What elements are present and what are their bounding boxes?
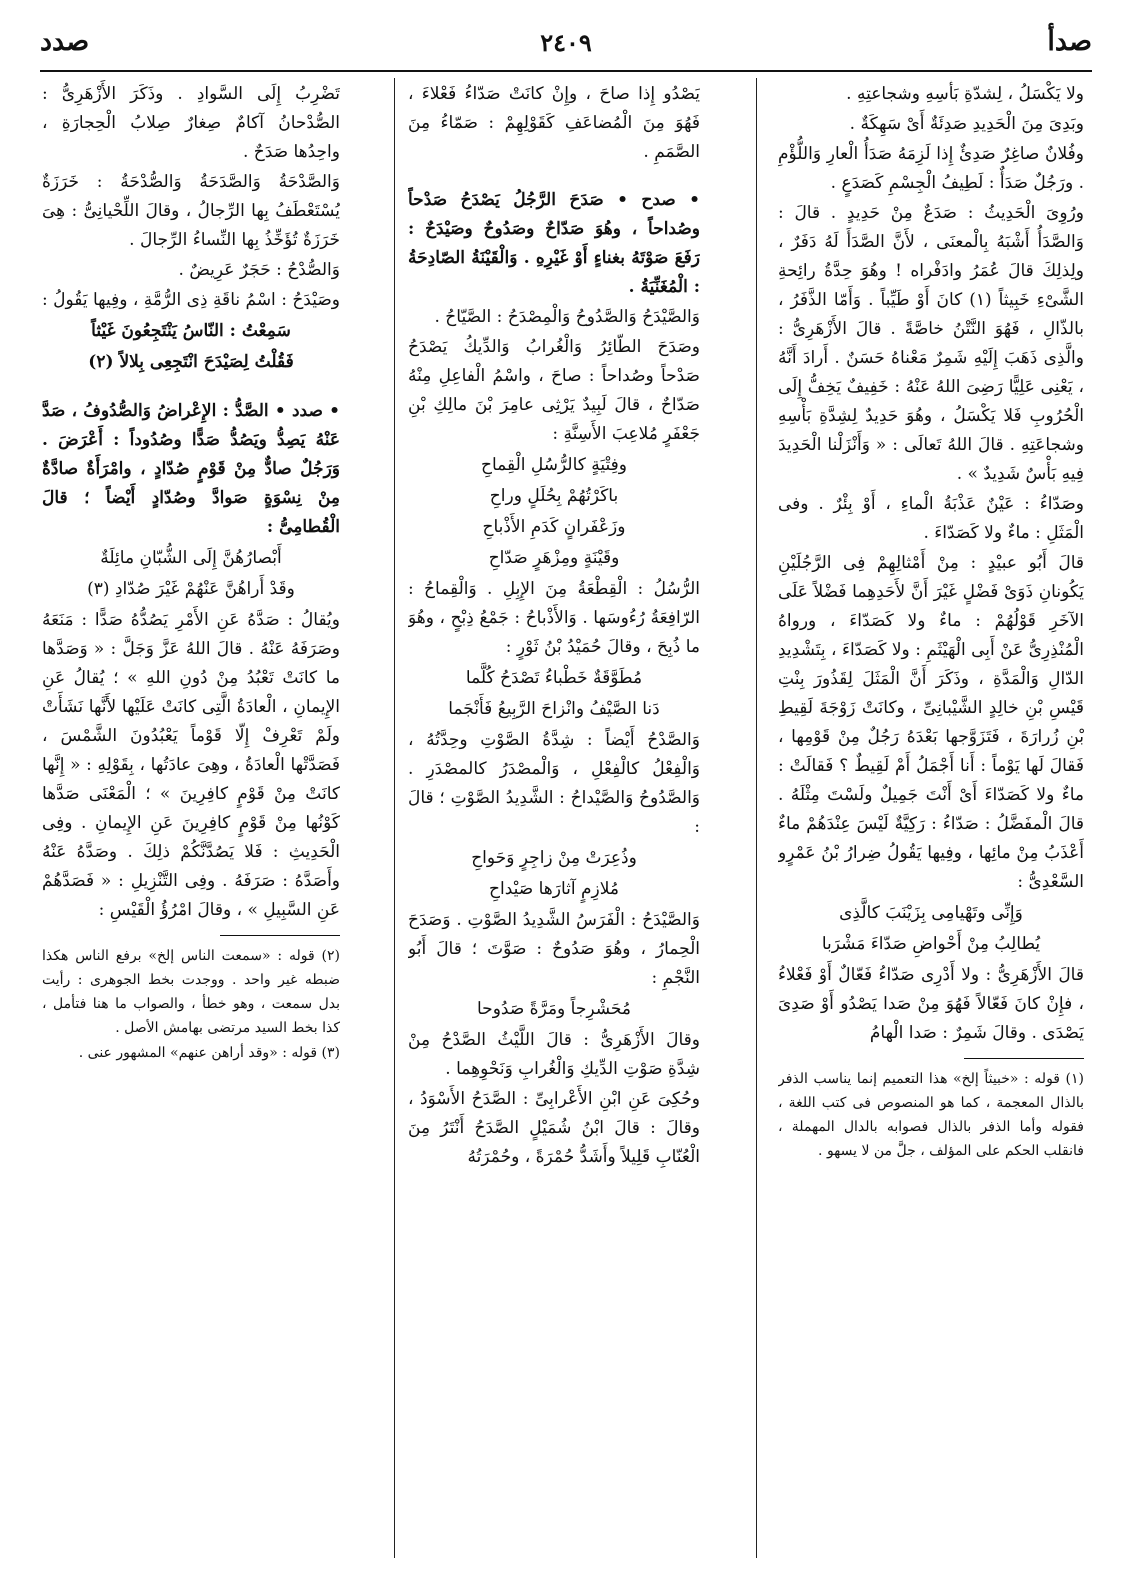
column-middle: [408, 80, 700, 1550]
paragraph: ولا يَكْسَلُ ، لِشدّةِ بَأْسِهِ وشجاعتِهِ .: [846, 84, 1084, 104]
paragraph: وصَيْدَحُ : اسْمُ ناقَةِ ذِى الرُّمَّةِ ، وفِيها يَقُولُ :: [42, 290, 340, 310]
paragraph: الرُّسُلُ : الْقِطْعَةُ مِنَ الإِبِلِ . وَالْقِماحُ : الرّافِعَةُ رُءُوسَها . وَالأَذْباحُ : جَمْعُ ذِبْحٍ ، وهُوَ ما ذُبِحَ ، وقالَ حُمَيْدُ بْنُ ثَوْرٍ :: [408, 579, 700, 657]
entry-gap: [408, 168, 700, 186]
verse-line: سَمِعْتُ : النّاسُ يَنْتَجِعُونَ غَيْثاً: [91, 321, 291, 341]
verse-line: وقَدْ أَراهُنَّ عَنْهُمْ غَيْرَ صُدّادِ (٣): [87, 579, 295, 599]
column-divider: [394, 78, 395, 1558]
entry-gap: [42, 379, 340, 397]
footnote-rule: [964, 1058, 1084, 1059]
paragraph: قالَ أَبُو عبيْدٍ : مِنْ أَمْثالِهِمْ فِى الرَّجُلَيْنِ يَكُونانِ ذَوَىْ فَضْلٍ غَيْرَ أَنَّ لأَحَدِهِما فَضْلاً عَلَى الآخَرِ قَوْلُهُمْ : ماءٌ ولا كَصَدّاءَ ، ورواهُ الْمُنْذِرِىُّ عَنْ أَبِى الْهَيْثَمِ : ولا كَصَدّاءَ ، بِتَشْدِيدِ الدّالِ وَالْمَدَّةِ ، وذَكَرَ أَنَّ الْمَثَلَ لِقَذُورَ بِنْتِ قَيْسِ بْنِ خالِدٍ الشَّيْبانِىِّ ، وكانَتْ زَوْجَةَ لَقِيطِ بْنِ زُرارَةَ ، فَتَزَوَّجها بَعْدَهُ رَجُلٌ مِنْ قَوْمِها ، فَقالَ لَها يَوْماً : أَنا أَجْمَلُ أَمْ لَقِيطٌ ؟ فَقالَتْ : ماءٌ ولا كَصَدّاءَ أَىْ أَنْتَ جَمِيلٌ ولَسْتَ مِثْلَهُ . قالَ الْمفَضَّلُ : صَدّاءُ : رَكِيَّةٌ لَيْسَ عِنْدَهُمْ ماءٌ أَعْذَبُ مِنْ مائِها ، وفِيها يَقُولُ ضِرارُ بْنُ عَمْرٍو السَّعْدِىُّ :: [778, 553, 1084, 892]
footnote-rule: [220, 935, 340, 936]
verse-line: مُطَوَّقَةٌ خَطْباءُ تَصْدَحُ كُلَّما: [465, 668, 643, 688]
verse-line: فَقُلْتُ لِصَيْدَحَ انْتَجِعِى بِلالاً (٢): [88, 352, 294, 372]
left-running-headword: صدد: [40, 26, 90, 57]
verse-line: دَنا الصَّيْفُ وانْزاحَ الرَّبِيعُ فَأَنْجَما: [448, 699, 660, 719]
paragraph: وحُكِىَ عَنِ ابْنِ الأَعْرابِىِّ : الصَّدَحُ الأَسْوَدُ ، وقالَ : قالَ ابْنُ شُمَيْلٍ الصَّدَحُ أَنْتَرُ مِنَ الْعُنّابِ قَلِيلاً وأَشَدُّ حُمْرَةً ، وحُمْرَتُهُ: [408, 1089, 700, 1167]
verse-line: أَبْصارُهُنَّ إِلَى الشُّبّانِ مائِلَةٌ: [100, 548, 282, 568]
verse-line: وفِتْيَةٍ كالرُّسُلِ الْقِماحِ: [481, 455, 627, 475]
paragraph: وَالصَّدْحُ أَيْضاً : شِدَّةُ الصَّوْتِ وحِدَّتُهُ ، وَالْفِعْلُ كالْفِعْلِ ، وَالْمصْدَرُ كالمصْدَرِ . وَالصَّدُوحُ وَالصَّيْداحُ : الشَّدِيدُ الصَّوْتِ ؛ قالَ :: [408, 730, 700, 837]
verse-line: وذُعِرَتْ مِنْ زاجِرٍ وَحَواحِ: [471, 848, 637, 868]
footnotes: [42, 944, 340, 1065]
paragraph: وَالصَّيْدَحُ وَالصَّدُوحُ وَالْمِصْدَحُ : الصَّيّاحُ .: [434, 307, 700, 327]
paragraph: تَضْرِبُ إِلَى السَّوادِ . وذَكَرَ الأَزْهَرِىُّ : الصُّدْحانُ آكامٌ صِغارٌ صِلابُ الْحِجارَةِ ، واحِدُها صَدَحٌ .: [42, 84, 340, 162]
entry-sadaha: • صدح • صَدَحَ الرَّجُلُ يَصْدَحُ صَدْحاً وصُداحاً ، وهُوَ صَدّاحٌ وصَدُوحٌ وصَيْدَحٌ : رَفَعَ صَوْتَهُ بغناءٍ أَوْ غَيْرِهِ . وَالْقَيْنَةُ الصّادِحَةُ : الْمُغَنِّيَةُ .: [408, 190, 700, 297]
paragraph: قالَ الأَزْهَرِىُّ : ولا أَدْرِى صَدّاءُ فَعّالٌ أَوْ فَعْلاءُ ، فإِنْ كانَ فَعّالاً فَهُوَ مِنْ صَدا يَصْدُو أَوْ صَدِىَ يَصْدَى . وقالَ شَمِرٌ : صَدا الْهامُ: [778, 965, 1084, 1043]
column-left: [42, 80, 340, 1550]
paragraph: وَالصَّيْدَحُ : الْفَرَسُ الشَّدِيدُ الصَّوْتِ . وَصَدَحَ الْحِمارُ ، وهُوَ صَدُوحٌ : صَوَّتَ ؛ قالَ أَبُو النَّجْمِ :: [408, 910, 700, 988]
verse-line: يُطالِبُ مِنْ أَحْواضِ صَدّاءَ مَشْرَبا: [821, 934, 1041, 954]
paragraph: ويُقالُ : صَدَّهُ عَنِ الأَمْرِ يَصُدُّهُ صَدًّا : مَنَعَهُ وصَرَفَهُ عَنْهُ . قالَ اللهُ عَزَّ وَجَلَّ : « وَصَدَّها ما كانَتْ تَعْبُدُ مِنْ دُونِ اللهِ » ؛ يُقالُ عَنِ الإِيمانِ ، الْعادَةُ الَّتِى كانَتْ عَلَيْها لأَنَّها نَشَأَتْ ولَمْ تَعْرِفْ إِلّا قَوْماً يَعْبُدُونَ الشَّمْسَ ، فَصَدَّتْها الْعادَةُ ، وهِىَ عادَتُها ، بِقَوْلِهِ : « إِنَّها كانَتْ مِنْ قَوْمٍ كافِرِينَ » ؛ الْمَعْنَى صَدَّها كَوْنُها مِنْ قَوْمٍ كافِرِينَ عَنِ الإِيمانِ . وفِى الْحَدِيثِ : فَلا يَصُدَّنَّكُمْ ذلِكَ . وصَدَّهُ عَنْهُ وأَصَدَّهُ : صَرَفَهُ . وفِى التَّنْزِيلِ : « فَصَدَّهُمْ عَنِ السَّبِيلِ » ، وقالَ امْرُؤُ الْقَيْسِ :: [42, 610, 340, 920]
verse-line: باكَرْتُهُمْ بِحُلَلٍ وراحِ: [489, 486, 619, 506]
right-running-headword: صدأ: [1047, 26, 1092, 57]
verse-line: وزَعْفَرانٍ كَدَمِ الأَذْباحِ: [482, 517, 626, 537]
column-right: [778, 80, 1084, 1550]
verse-line: وَإِنِّى وتَهْيامِى بِزَيْنَبَ كالَّذِى: [839, 903, 1023, 923]
verse-line: مُلازِمٍ آثارَها صَيْداحِ: [489, 879, 619, 899]
verse-line: وقَيْنَةٍ ومِزْهَرٍ صَدّاحِ: [488, 548, 620, 568]
paragraph: وفُلانٌ صاغِرٌ صَدِئٌ إِذا لَزِمَهُ صَدَأُ الْعارِ وَاللُّؤْمِ . ورَجُلٌ صَدَأٌ : لَطِيفُ الْجِسْمِ كَصَدَعٍ .: [778, 144, 1084, 193]
paragraph: وبَدِىَ مِنَ الْحَدِيدِ صَدِئَةٌ أَىْ سَهِكَةٌ .: [849, 114, 1084, 134]
footnote: (١) قوله : «خبيثاً إلخ» هذا التعميم إنما يناسب الذفر بالذال المعجمة ، كما هو المنصوص فى كتب اللغة ، فقوله وأما الذفر بالذال فصوابه بالدال المهملة ، فانقلب الحكم على المؤلف ، جلَّ من لا يسهو .: [778, 1071, 1084, 1159]
page-header: [40, 18, 1092, 72]
paragraph: وَالصُّدْحُ : حَجَرٌ عَرِيضٌ .: [178, 260, 340, 280]
paragraph: ورُوِىَ الْحَدِيثُ : صَدَعٌ مِنْ حَدِيدٍ . قالَ : وَالصَّدَأُ أَشْبَهُ بِالْمعنَى ، لأَنَّ الصَّدَأَ لَهُ دَفَرٌ ، ولِذلِكَ قالَ عُمَرُ وادَفْراه ! وهُوَ حِدَّةُ رائِحةِ الشَّىْءِ خَبِيثاً (١) كانَ أَوْ طَيِّباً . وَأَمّا الذَّفَرُ ، بالذّالِ ، فَهُوَ النَّتْنُ خاصَّةً . قالَ الأَزْهَرِىُّ : والَّذِى ذَهَبَ إِلَيْهِ شَمِرٌ مَعْناهُ حَسَنٌ . أَرادَ أَنَّهُ ، يَعْنِى عَلِيًّا رَضِىَ اللهُ عَنْهُ : خَفِيفٌ يَخِفُّ إِلَى الْحُرُوبِ فَلا يَكْسَلُ ، وهُوَ حَدِيدٌ لِشِدَّةِ بَأْسِهِ وشجاعَتِهِ . قالَ اللهُ تَعالَى : « وَأَنْزَلْنا الْحَدِيدَ فِيهِ بَأْسٌ شَدِيدٌ » .: [778, 203, 1084, 484]
paragraph: وقالَ الأَزْهَرِىُّ : قالَ اللَّيْثُ الصَّدْحُ مِنْ شِدَّةِ صَوْتِ الدِّيكِ وَالْغُرابِ وَنَحْوِهِما .: [408, 1030, 700, 1079]
footnote: (٣) قوله : «وقد أراهن عنهم» المشهور عنى .: [78, 1045, 340, 1061]
paragraph: وَالصَّدْحَةُ وَالصَّدَحَةُ وَالصُّدْحَةُ : خَرَزَةٌ يُسْتَعْطَفُ بِها الرِّجالُ ، وقالَ اللِّحْيانِىُّ : هِىَ خَرَزَةٌ تُؤَخِّذُ بِها النِّساءُ الرِّجالَ .: [42, 172, 340, 250]
footnote: (٢) قوله : «سمعت الناس إلخ» برفع الناس هكذا ضبطه غير واحد . ووجدت بخط الجوهرى : رأيت بدل سمعت ، وهو خطأ ، والصواب ما هنا فتأمل ، كذا بخط السيد مرتضى بهامش الأصل .: [42, 948, 340, 1036]
paragraph: وصَدَحَ الطّائِرُ وَالْغُرابُ وَالدِّيكُ يَصْدَحُ صَدْحاً وصُداحاً : صاحَ ، واسْمُ الْفاعِلِ مِنْهُ صَدّاحٌ ، قالَ لَبِيدٌ يَرْثِى عامِرَ بْنَ مالِكِ بْنِ جَعْفَرٍ مُلاعِبَ الأَسِنَّةِ :: [408, 337, 700, 444]
page-number: ٢٤٠٩: [540, 28, 592, 57]
paragraph: وصَدّاءُ : عَيْنٌ عَذْبَةُ الْماءِ ، أَوْ بِئْرٌ . وفى الْمَثَلِ : ماءٌ ولا كَصَدّاءَ .: [778, 494, 1084, 543]
entry-sadda: • صدد • الصَّدُّ : الإِعْراضُ وَالصُّدُوفُ ، صَدَّ عَنْهُ يَصِدُّ ويَصُدُّ صَدًّا وصُدُوداً : أَعْرَضَ . وَرَجُلٌ صادٌّ مِنْ قَوْمٍ صُدّادٍ ، وامْرَأَةٌ صادَّةٌ مِنْ نِسْوَةٍ صَوادَّ وصُدّادٍ أَيْضاً ؛ قالَ الْقُطامِىُّ :: [42, 401, 340, 537]
paragraph: يَصْدُو إِذا صاحَ ، وإِنْ كانَتْ صَدّاءُ فَعْلاءَ ، فَهُوَ مِنَ الْمُضاعَفِ كَقَوْلِهِمْ : صَمّاءُ مِنَ الصَّمَمِ .: [408, 84, 700, 162]
verse-line: مُحَشْرِجاً ومَرَّةً صَدُوحا: [477, 999, 631, 1019]
column-divider: [756, 78, 757, 1558]
